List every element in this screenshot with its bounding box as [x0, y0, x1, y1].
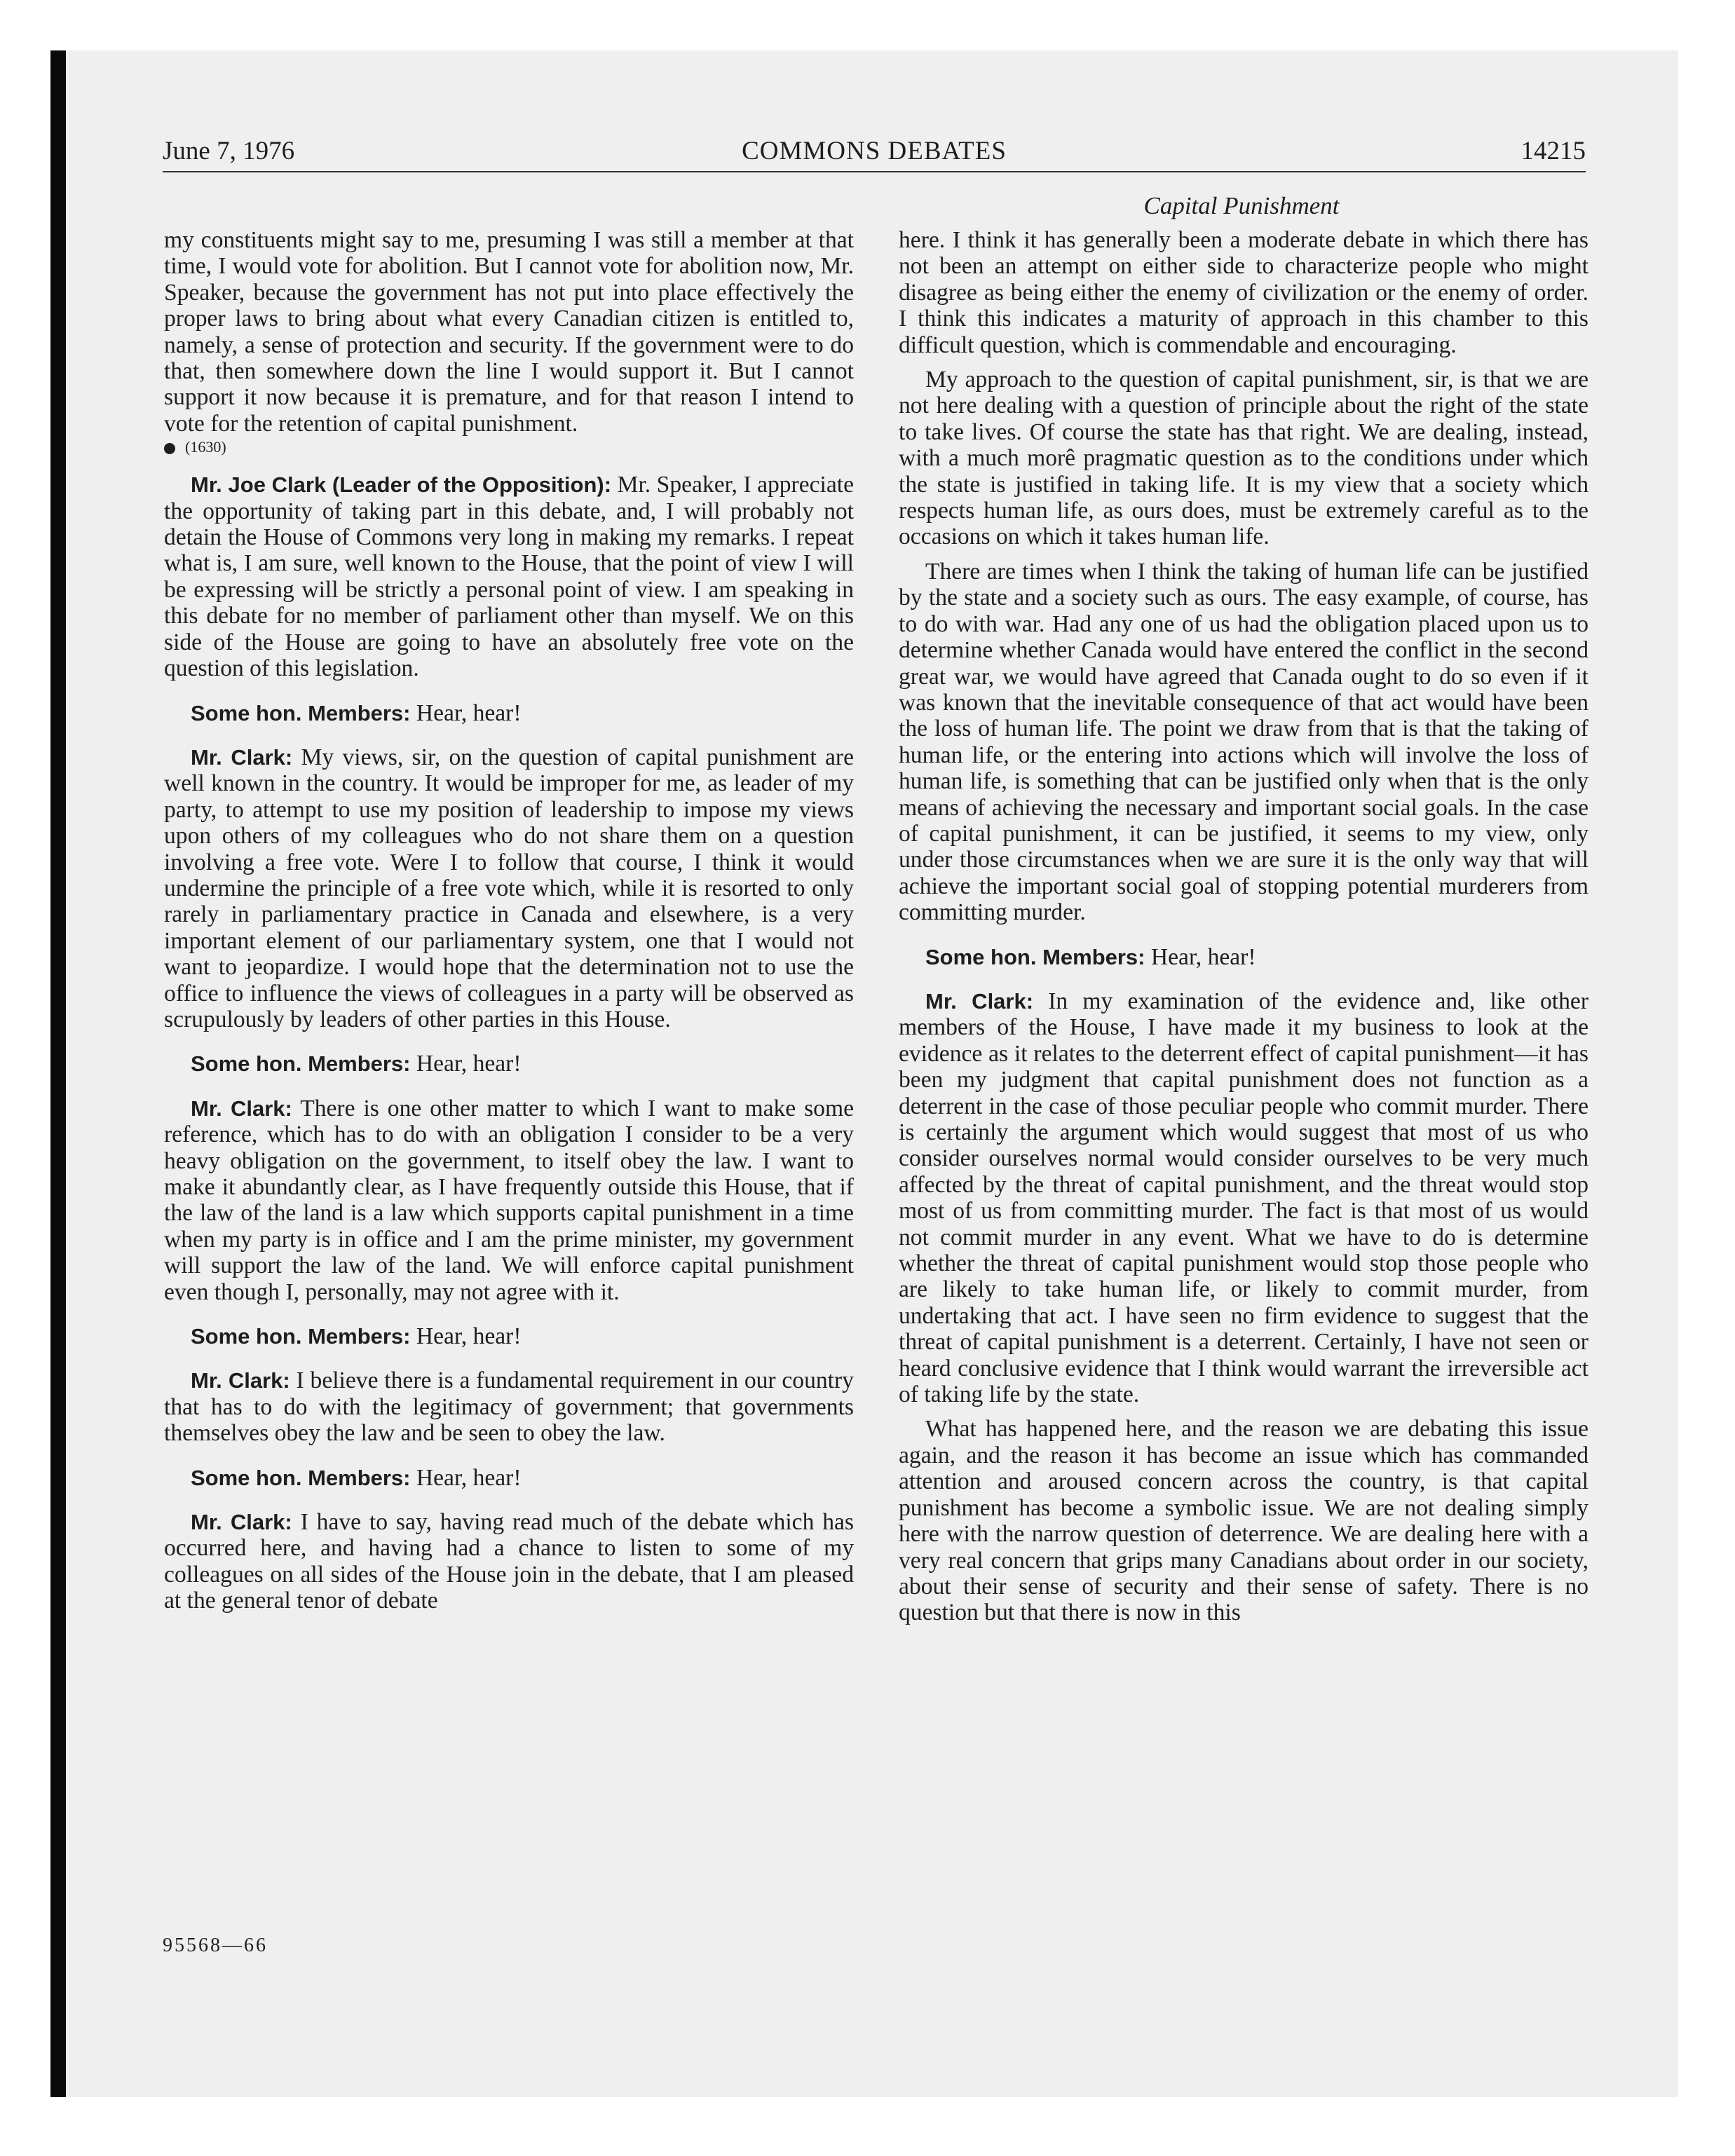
interjection: [164, 1323, 854, 1349]
speaker-name: Some hon. Members:: [191, 700, 411, 725]
right-column: [899, 227, 1588, 1626]
interjection-text: Hear, hear!: [416, 1464, 522, 1491]
footer-code: 95568—66: [163, 1935, 268, 1956]
paragraph: There are times when I think the taking of human life can be justified by the state and a society such as ours. The easy example, of course, has to do with war. Had any one of us had the obligation placed upon us to determine whether Canada would have entered the conflict in the second great war, we would have agreed that Canada ought to do so even if it was known that the inevitable consequence of that act would have been the loss of human life. The point we draw from that is that the taking of human life, or the entering into actions which will involve the loss of human life, is something that can be justified only when that is the only means of achieving the necessary and important social goals. In the case of capital punishment, it can be justified, it seems to my view, only under those circumstances when we are sure it is the only way that will achieve the important social goal of stopping potential murderers from committing murder.: [899, 558, 1588, 926]
scan-edge: [50, 50, 66, 2097]
speaker-name: Some hon. Members:: [925, 944, 1145, 969]
paragraph: here. I think it has generally been a moderate debate in which there has not been an attempt on either side to characterize people who might disagree as being either the enemy of civilization or the enemy of order. I think this indicates a maturity of approach in this chamber to this difficult question, which is commendable and encouraging.: [899, 227, 1588, 358]
speaker-name: Mr. Clark:: [191, 744, 293, 770]
speaker-name: Mr. Joe Clark (Leader of the Opposition):: [191, 472, 612, 498]
speaker-name: Mr. Clark:: [191, 1368, 290, 1393]
interjection-text: Hear, hear!: [416, 700, 522, 726]
interjection-text: Hear, hear!: [1150, 943, 1256, 970]
speaker-name: Mr. Clark:: [925, 988, 1034, 1014]
interjection: [164, 1465, 854, 1491]
speaker-name: Some hon. Members:: [191, 1051, 411, 1077]
speaker-name: Some hon. Members:: [191, 1465, 411, 1490]
running-head: Capital Punishment: [1143, 192, 1340, 219]
speech-text: My views, sir, on the question of capital punishment are well known in the country. It would be improper for me, as leader of my party, to attempt to use my position of leadership to impose my views upon others of my colleagues who do not share them on a question involving a free vote. Were I to follow that course, I think it would undermine the principle of a free vote which, while it is resorted to only rarely in parliamentary practice in Canada and elsewhere, is a very important element of our parliamentary system, one that I would not want to jeopardize. I would hope that the determination not to use the office to influence the views of colleagues in a party will be observed as scrupulously by leaders of other parties in this House.: [164, 744, 854, 1032]
header-title: COMMONS DEBATES: [742, 137, 1007, 165]
speech-text: I have to say, having read much of the debate which has occurred here, and having had a chance to listen to some of my colleagues on all sides of the House join in the debate, that I am pleased at the general tenor of debate: [164, 1509, 854, 1614]
header-page-number: 14215: [1520, 137, 1586, 165]
speech: [899, 988, 1588, 1408]
paragraph: My approach to the question of capital punishment, sir, is that we are not here dealing with a question of principle about the right of the state to take lives. Of course the state has that right. We are dealing, instead, with a much morê pragmatic question as to the conditions under which the state is justified in taking life. It is my view that a society which respects human life, as ours does, must be extremely careful as to the occasions on which it takes human life.: [899, 367, 1588, 550]
interjection: [899, 944, 1588, 970]
left-column: [164, 227, 854, 1614]
interjection: [164, 1051, 854, 1077]
speech-text: Mr. Speaker, I appreciate the opportunity of taking part in this debate, and, I will probably not detain the House of Commons very long in making my remarks. I repeat what is, I am sure, well known to the House, that the point of view I will be expressing will be strictly a personal point of view. I am speaking in this debate for no member of parliament other than myself. We on this side of the House are going to have an absolutely free vote on the question of this legislation.: [164, 472, 855, 682]
speech: [164, 1367, 854, 1446]
time-stamp: (1630): [185, 438, 226, 456]
speech-text: I believe there is a fundamental requirement in our country that has to do with the legitimacy of government; that governments themselves obey the law and be seen to obey the law.: [164, 1367, 854, 1447]
speaker-name: Some hon. Members:: [191, 1324, 411, 1349]
paragraph: What has happened here, and the reason we are debating this issue again, and the reason it has become an issue which has commanded attention and aroused concern across the country, is that capital punishment has become a symbolic issue. We are not dealing simply here with the narrow question of deterrence. We are dealing here with a very real concern that grips many Canadians about order in our society, about their sense of security and their sense of safety. There is no question but that there is now in this: [899, 1416, 1588, 1626]
header-rule: [163, 171, 1586, 172]
speech: [164, 472, 854, 681]
interjection-text: Hear, hear!: [416, 1051, 522, 1077]
bullet-icon: [164, 443, 175, 454]
speech-text: There is one other matter to which I want to make some reference, which has to do with an obligation I consider to be a very heavy obligation on the government, to itself obey the law. I want to make it abundantly clear, as I have frequently outside this House, that if the law of the land is a law which supports capital punishment in a time when my party is in office and I am the prime minister, my government will support the law of the land. We will enforce capital punishment even though I, personally, may not agree with it.: [164, 1095, 854, 1305]
interjection-text: Hear, hear!: [416, 1323, 522, 1350]
speech-text: In my examination of the evidence and, like other members of the House, I have made it my business to look at the evidence as it relates to the deterrent effect of capital punishment—it has been my judgment that capital punishment does not function as a deterrent in the case of those peculiar people who commit murder. There is certainly the argument which would suggest that most of us who consider ourselves normal would consider ourselves to be very much affected by the threat of capital punishment, and the threat would stop most of us from committing murder. The fact is that most of us would not commit murder in any event. What we have to do is determine whether the threat of capital punishment would stop those people who are likely to take human life, or likely to commit murder, from undertaking that act. I have seen no firm evidence to suggest that the threat of capital punishment is a deterrent. Certainly, I have not seen or heard conclusive evidence that I think would warrant the irreversible act of taking life by the state.: [899, 988, 1589, 1408]
header-date: June 7, 1976: [163, 137, 295, 165]
paragraph: my constituents might say to me, presuming I was still a member at that time, I would vote for abolition. But I cannot vote for abolition now, Mr. Speaker, because the government has not put into place effectively the proper laws to bring about what every Canadian citizen is entitled to, namely, a sense of protection and security. If the government were to do that, then somewhere down the line I would support it. But I cannot support it now because it is premature, and for that reason I intend to vote for the retention of capital punishment.: [164, 227, 854, 437]
speech: [164, 744, 854, 1032]
speech: [164, 1509, 854, 1614]
page-header: [163, 136, 1586, 172]
speech: [164, 1096, 854, 1305]
speaker-name: Mr. Clark:: [191, 1510, 292, 1535]
time-marker: [164, 437, 854, 458]
speaker-name: Mr. Clark:: [191, 1096, 292, 1121]
interjection: [164, 700, 854, 726]
